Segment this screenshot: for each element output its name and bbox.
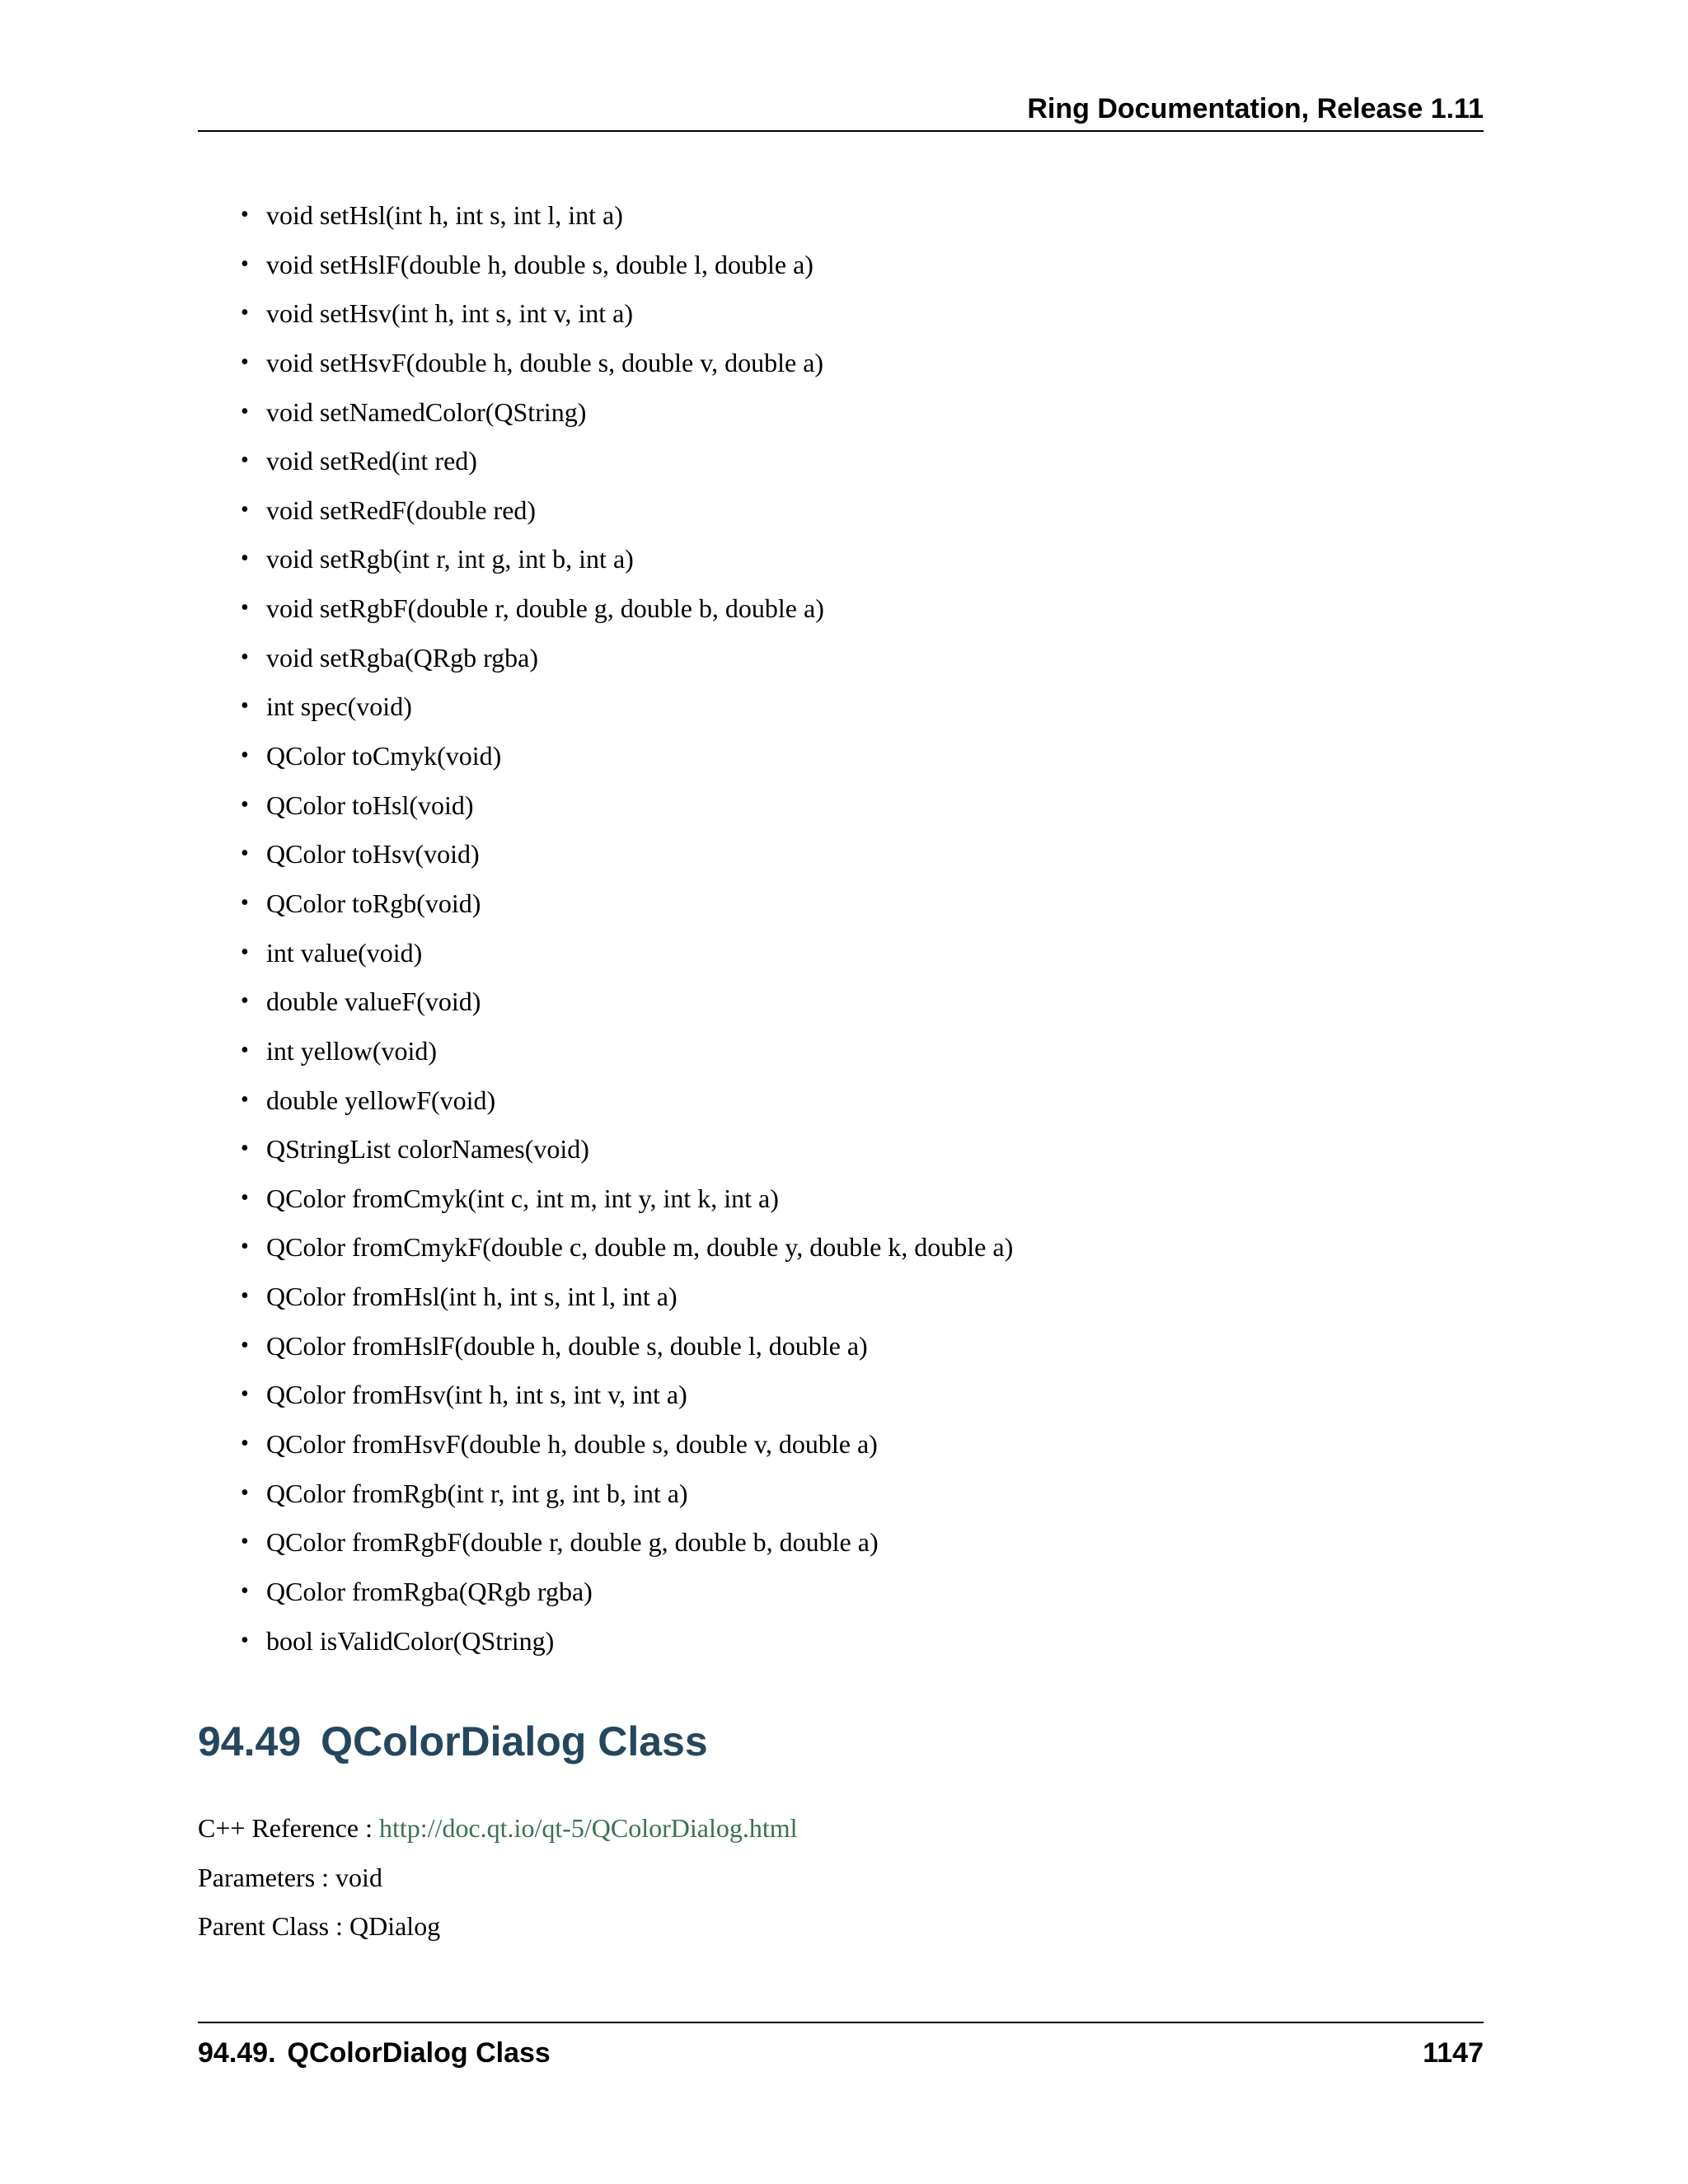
- method-list-item: [198, 199, 1013, 248]
- section-number: 94.49: [198, 1718, 302, 1765]
- bullet-icon: •: [241, 595, 249, 621]
- method-list-item: [198, 1034, 1013, 1084]
- method-signature: void setHslF(double h, double s, double l, double a): [266, 249, 814, 279]
- method-list-item: [198, 936, 1013, 986]
- bullet-icon: •: [241, 448, 249, 474]
- bullet-icon: •: [241, 1283, 249, 1310]
- method-signature: QColor fromRgb(int r, int g, int b, int a): [266, 1478, 688, 1508]
- method-list-item: [198, 1230, 1013, 1280]
- parent-class-line: Parent Class : QDialog: [198, 1911, 441, 1941]
- cpp-reference-line: [198, 1811, 798, 1844]
- method-list-item: [198, 1329, 1013, 1379]
- method-signature: QColor fromRgbF(double r, double g, double b, double a): [266, 1527, 879, 1558]
- method-signature: QColor fromRgba(QRgb rgba): [266, 1576, 593, 1606]
- method-list-item: [198, 444, 1013, 494]
- bullet-icon: •: [241, 300, 249, 326]
- method-signature: void setHsv(int h, int s, int v, int a): [266, 298, 634, 329]
- method-list-item: [198, 1624, 1013, 1674]
- bullet-icon: •: [241, 202, 249, 227]
- method-signature: int yellow(void): [266, 1035, 438, 1066]
- method-signature: QColor fromCmyk(int c, int m, int y, int k, int a): [266, 1183, 779, 1213]
- cpp-reference-link[interactable]: http://doc.qt.io/qt-5/QColorDialog.html: [379, 1813, 798, 1843]
- bullet-icon: •: [241, 988, 249, 1015]
- method-signature: void setRed(int red): [266, 446, 477, 476]
- bullet-icon: •: [241, 1431, 249, 1457]
- method-signature: void setHsl(int h, int s, int l, int a): [266, 200, 623, 230]
- method-signature: void setNamedColor(QString): [266, 396, 587, 427]
- bullet-icon: •: [241, 644, 249, 670]
- bullet-icon: •: [241, 1136, 249, 1162]
- bullet-icon: •: [241, 398, 249, 424]
- method-signature: QColor toRgb(void): [266, 888, 481, 918]
- footer-section: [198, 2036, 551, 2069]
- bullet-icon: •: [241, 1184, 249, 1211]
- bullet-icon: •: [241, 546, 249, 572]
- section-title: QColorDialog Class: [321, 1718, 708, 1765]
- method-signature: QColor toCmyk(void): [266, 741, 502, 771]
- method-signature: QColor toHsl(void): [266, 790, 474, 820]
- method-list-item: [198, 1477, 1013, 1526]
- method-list-item: [198, 1526, 1013, 1575]
- method-list-item: [198, 1182, 1013, 1231]
- page-footer: [198, 2022, 1484, 2073]
- method-list-item: [198, 297, 1013, 346]
- method-signature: void setRgbF(double r, double g, double b, double a): [266, 593, 824, 624]
- footer-section-number: 94.49.: [198, 2037, 276, 2069]
- bullet-icon: •: [241, 1577, 249, 1604]
- method-list-item: [198, 1084, 1013, 1133]
- page-header: [198, 89, 1484, 132]
- bullet-icon: •: [241, 1529, 249, 1555]
- method-signature: int spec(void): [266, 691, 412, 722]
- method-list-item: [198, 690, 1013, 739]
- method-list-item: [198, 1280, 1013, 1329]
- method-signature: QStringList colorNames(void): [266, 1134, 589, 1165]
- method-signature: QColor fromHsvF(double h, double s, double v, double a): [266, 1429, 878, 1460]
- bullet-icon: •: [241, 1086, 249, 1113]
- method-list-item: [198, 592, 1013, 641]
- method-list-item: [198, 887, 1013, 936]
- bullet-icon: •: [241, 791, 249, 818]
- cpp-reference-label: C++ Reference :: [198, 1813, 379, 1843]
- method-list-item: [198, 641, 1013, 691]
- method-signature: QColor fromHsv(int h, int s, int v, int a): [266, 1380, 687, 1410]
- method-signature: void setHsvF(double h, double s, double v, double a): [266, 347, 824, 377]
- method-signature: void setRgb(int r, int g, int b, int a): [266, 544, 634, 574]
- page-number: 1147: [1423, 2037, 1484, 2069]
- bullet-icon: •: [241, 1479, 249, 1506]
- method-list-item: [198, 789, 1013, 838]
- bullet-icon: •: [241, 841, 249, 867]
- method-signature: bool isValidColor(QString): [266, 1625, 555, 1656]
- footer-section-title: QColorDialog Class: [287, 2037, 551, 2069]
- bullet-icon: •: [241, 251, 249, 277]
- bullet-icon: •: [241, 889, 249, 916]
- method-list: [198, 199, 1013, 1673]
- method-signature: void setRedF(double red): [266, 494, 537, 525]
- bullet-icon: •: [241, 939, 249, 965]
- method-signature: QColor toHsv(void): [266, 839, 480, 869]
- bullet-icon: •: [241, 1627, 249, 1653]
- method-list-item: [198, 396, 1013, 445]
- bullet-icon: •: [241, 1234, 249, 1260]
- method-list-item: [198, 1575, 1013, 1624]
- method-list-item: [198, 346, 1013, 396]
- method-list-item: [198, 542, 1013, 592]
- bullet-icon: •: [241, 1332, 249, 1358]
- method-signature: QColor fromHslF(double h, double s, double l, double a): [266, 1330, 868, 1361]
- method-list-item: [198, 739, 1013, 789]
- method-list-item: [198, 837, 1013, 887]
- method-list-item: [198, 1132, 1013, 1182]
- method-signature: int value(void): [266, 937, 423, 968]
- method-signature: double yellowF(void): [266, 1085, 496, 1115]
- parameters-line: Parameters : void: [198, 1863, 382, 1892]
- bullet-icon: •: [241, 496, 249, 523]
- document-title: Ring Documentation, Release 1.11: [1027, 93, 1484, 124]
- section-heading: [198, 1717, 708, 1766]
- method-list-item: [198, 494, 1013, 543]
- method-signature: QColor fromHsl(int h, int s, int l, int a): [266, 1282, 678, 1312]
- bullet-icon: •: [241, 349, 249, 375]
- method-list-item: [198, 985, 1013, 1034]
- method-list-item: [198, 248, 1013, 298]
- bullet-icon: •: [241, 693, 249, 719]
- bullet-icon: •: [241, 1037, 249, 1063]
- method-list-item: [198, 1378, 1013, 1427]
- method-signature: double valueF(void): [266, 987, 481, 1017]
- method-signature: QColor fromCmykF(double c, double m, double y, double k, double a): [266, 1232, 1014, 1263]
- method-signature: void setRgba(QRgb rgba): [266, 642, 539, 673]
- bullet-icon: •: [241, 743, 249, 769]
- bullet-icon: •: [241, 1381, 249, 1408]
- method-list-item: [198, 1427, 1013, 1477]
